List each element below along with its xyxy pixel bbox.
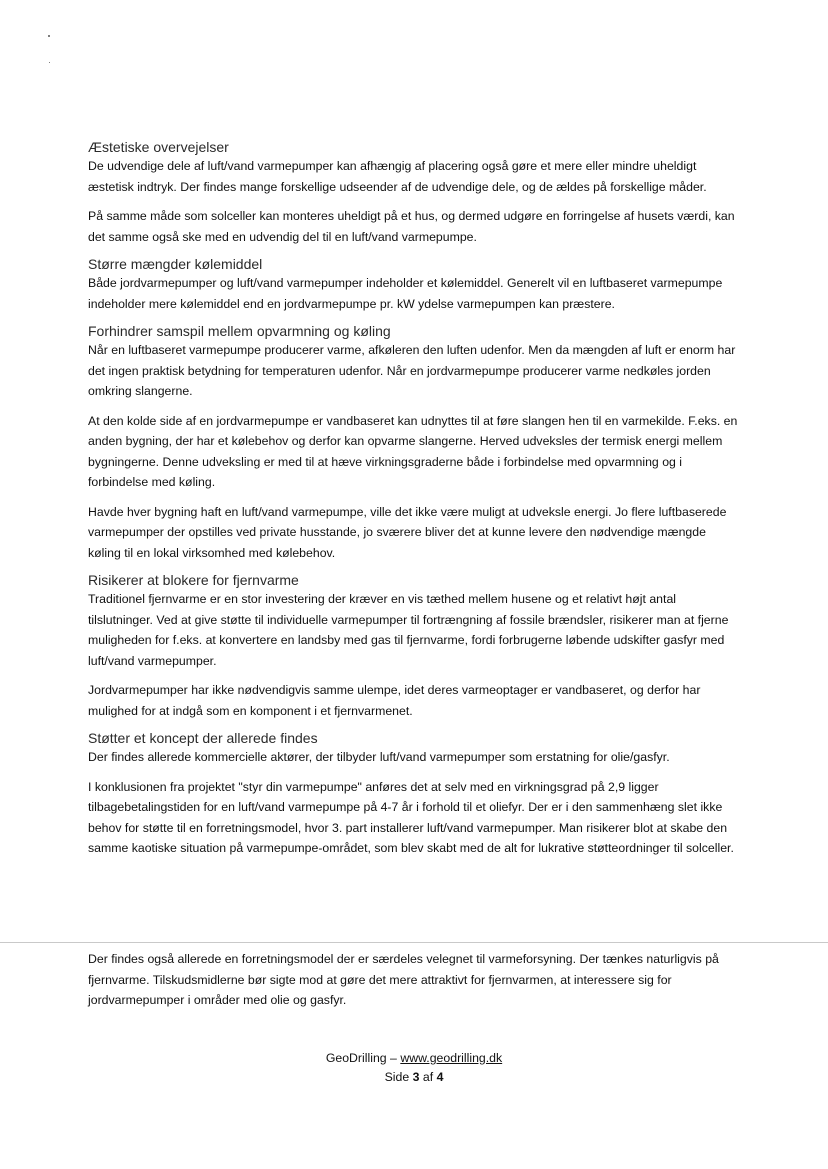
page-label: Side [384, 1070, 410, 1084]
page-current: 3 [412, 1070, 420, 1084]
section-heading: Risikerer at blokere for fjernvarme [88, 572, 299, 588]
section-heading: Større mængder kølemiddel [88, 256, 263, 272]
section-refrigerant [88, 256, 738, 314]
paragraph: At den kolde side af en jordvarmepumpe er vandbaseret kan udnyttes til at føre slangen hen til en varmekilde. F.eks. en anden bygning, der har et kølebehov og derfor kan opvarme slangerne. Herved udveksles der termisk energi mellem bygningerne. Denne udveksling er med til at hæve virkningsgraderne både i forbindelse med opvarmning og i forbindelse med køling. [88, 413, 738, 489]
paragraph: Traditionel fjernvarme er en stor investering der kræver en vis tæthed mellem husene og et relativt højt antal tilslutninger. Ved at give støtte til individuelle varmepumper til fortrængning af fossile brændsler, risikerer man at fjerne muligheden for f.eks. at konvertere en landsby med gas til fjernvarme, fordi forbrugerne løbende udskifter gasfyr med luft/vand varmepumper. [88, 592, 729, 668]
closing-section [88, 949, 738, 1020]
paragraph: Der findes allerede kommercielle aktører, der tilbyder luft/vand varmepumper som erstatning for olie/gasfyr. [88, 750, 670, 764]
paragraph: Når en luftbaseret varmepumpe producerer varme, afkøleren den luften udenfor. Men da mængden af luft er enorm har det ingen praktisk betydning for temperaturen udenfor. Når en jordvarmepumpe producerer varme nedkøles jorden omkring slangerne. [88, 343, 736, 398]
section-heading: Forhindrer samspil mellem opvarmning og køling [88, 323, 391, 339]
paragraph: I konklusionen fra projektet "styr din varmepumpe" anføres det at selv med en virkningsgrad på 2,9 ligger tilbagebetalingstiden for en luft/vand varmepumpe på 4-7 år i forhold til et oliefyr. Der er i den sammenhæng slet ikke behov for støtte til en forretningsmodel, hvor 3. part installerer luft/vand varmepumper. Man risikerer blot at skabe den samme kaotiske situation på varmepumpe-området, som blev skabt med de alt for lukrative støtteordninger til solceller. [88, 779, 734, 855]
page-of: af [422, 1070, 434, 1084]
section-heading: Støtter et koncept der allerede findes [88, 730, 318, 746]
section-heading: Æstetiske overvejelser [88, 139, 229, 155]
footer-separator: – [386, 1051, 401, 1065]
paragraph: På samme måde som solceller kan monteres uheldigt på et hus, og dermed udgøre en forringelse af husets værdi, kan det samme også ske med en udvendig del til en luft/vand varmepumpe. [88, 209, 735, 244]
footer-page-number [0, 1068, 828, 1087]
scan-fold-line [0, 942, 828, 943]
section-heating-cooling [88, 323, 738, 563]
scan-speck [49, 62, 50, 63]
page-footer [0, 1049, 828, 1087]
document-body [88, 139, 738, 868]
closing-paragraph: Der findes også allerede en forretningsmodel der er særdeles velegnet til varmeforsyning. Der tænkes naturligvis på fjernvarme. Tilskudsmidlerne bør sigte mod at gøre det mere attraktivt for fjernvarmen, at interessere sig for jordvarmepumper i områder med olie og gasfyr. [88, 952, 719, 1007]
section-aesthetics [88, 139, 738, 247]
paragraph: Jordvarmepumper har ikke nødvendigvis samme ulempe, idet deres varmeoptager er vandbaseret, og derfor har mulighed for at indgå som en komponent i et fjernvarmenet. [88, 683, 701, 718]
footer-website-link[interactable]: www.geodrilling.dk [400, 1051, 503, 1065]
page-total: 4 [436, 1070, 444, 1084]
footer-company: GeoDrilling [325, 1051, 387, 1065]
section-existing-concept [88, 730, 738, 859]
footer-line-company [0, 1049, 828, 1068]
paragraph: Havde hver bygning haft en luft/vand varmepumpe, ville det ikke være muligt at udveksle energi. Jo flere luftbaserede varmepumper der opstilles ved private husstande, jo sværere bliver det at kunne levere den nødvendige mængde køling til en lokal virksomhed med kølebehov. [88, 504, 727, 560]
paragraph: Både jordvarmepumper og luft/vand varmepumper indeholder et kølemiddel. Generelt vil en luftbaseret varmepumpe indeholder mere kølemiddel end en jordvarmepumpe pr. kW ydelse varmepumpen kan præstere. [88, 276, 723, 311]
paragraph: De udvendige dele af luft/vand varmepumper kan afhængig af placering også gøre et mere eller mindre uheldigt æstetisk indtryk. Der findes mange forskellige udseender af de udvendige dele, og de ældes på forskellige måder. [88, 159, 707, 194]
section-district-heating [88, 572, 738, 721]
scan-speck [48, 35, 50, 37]
